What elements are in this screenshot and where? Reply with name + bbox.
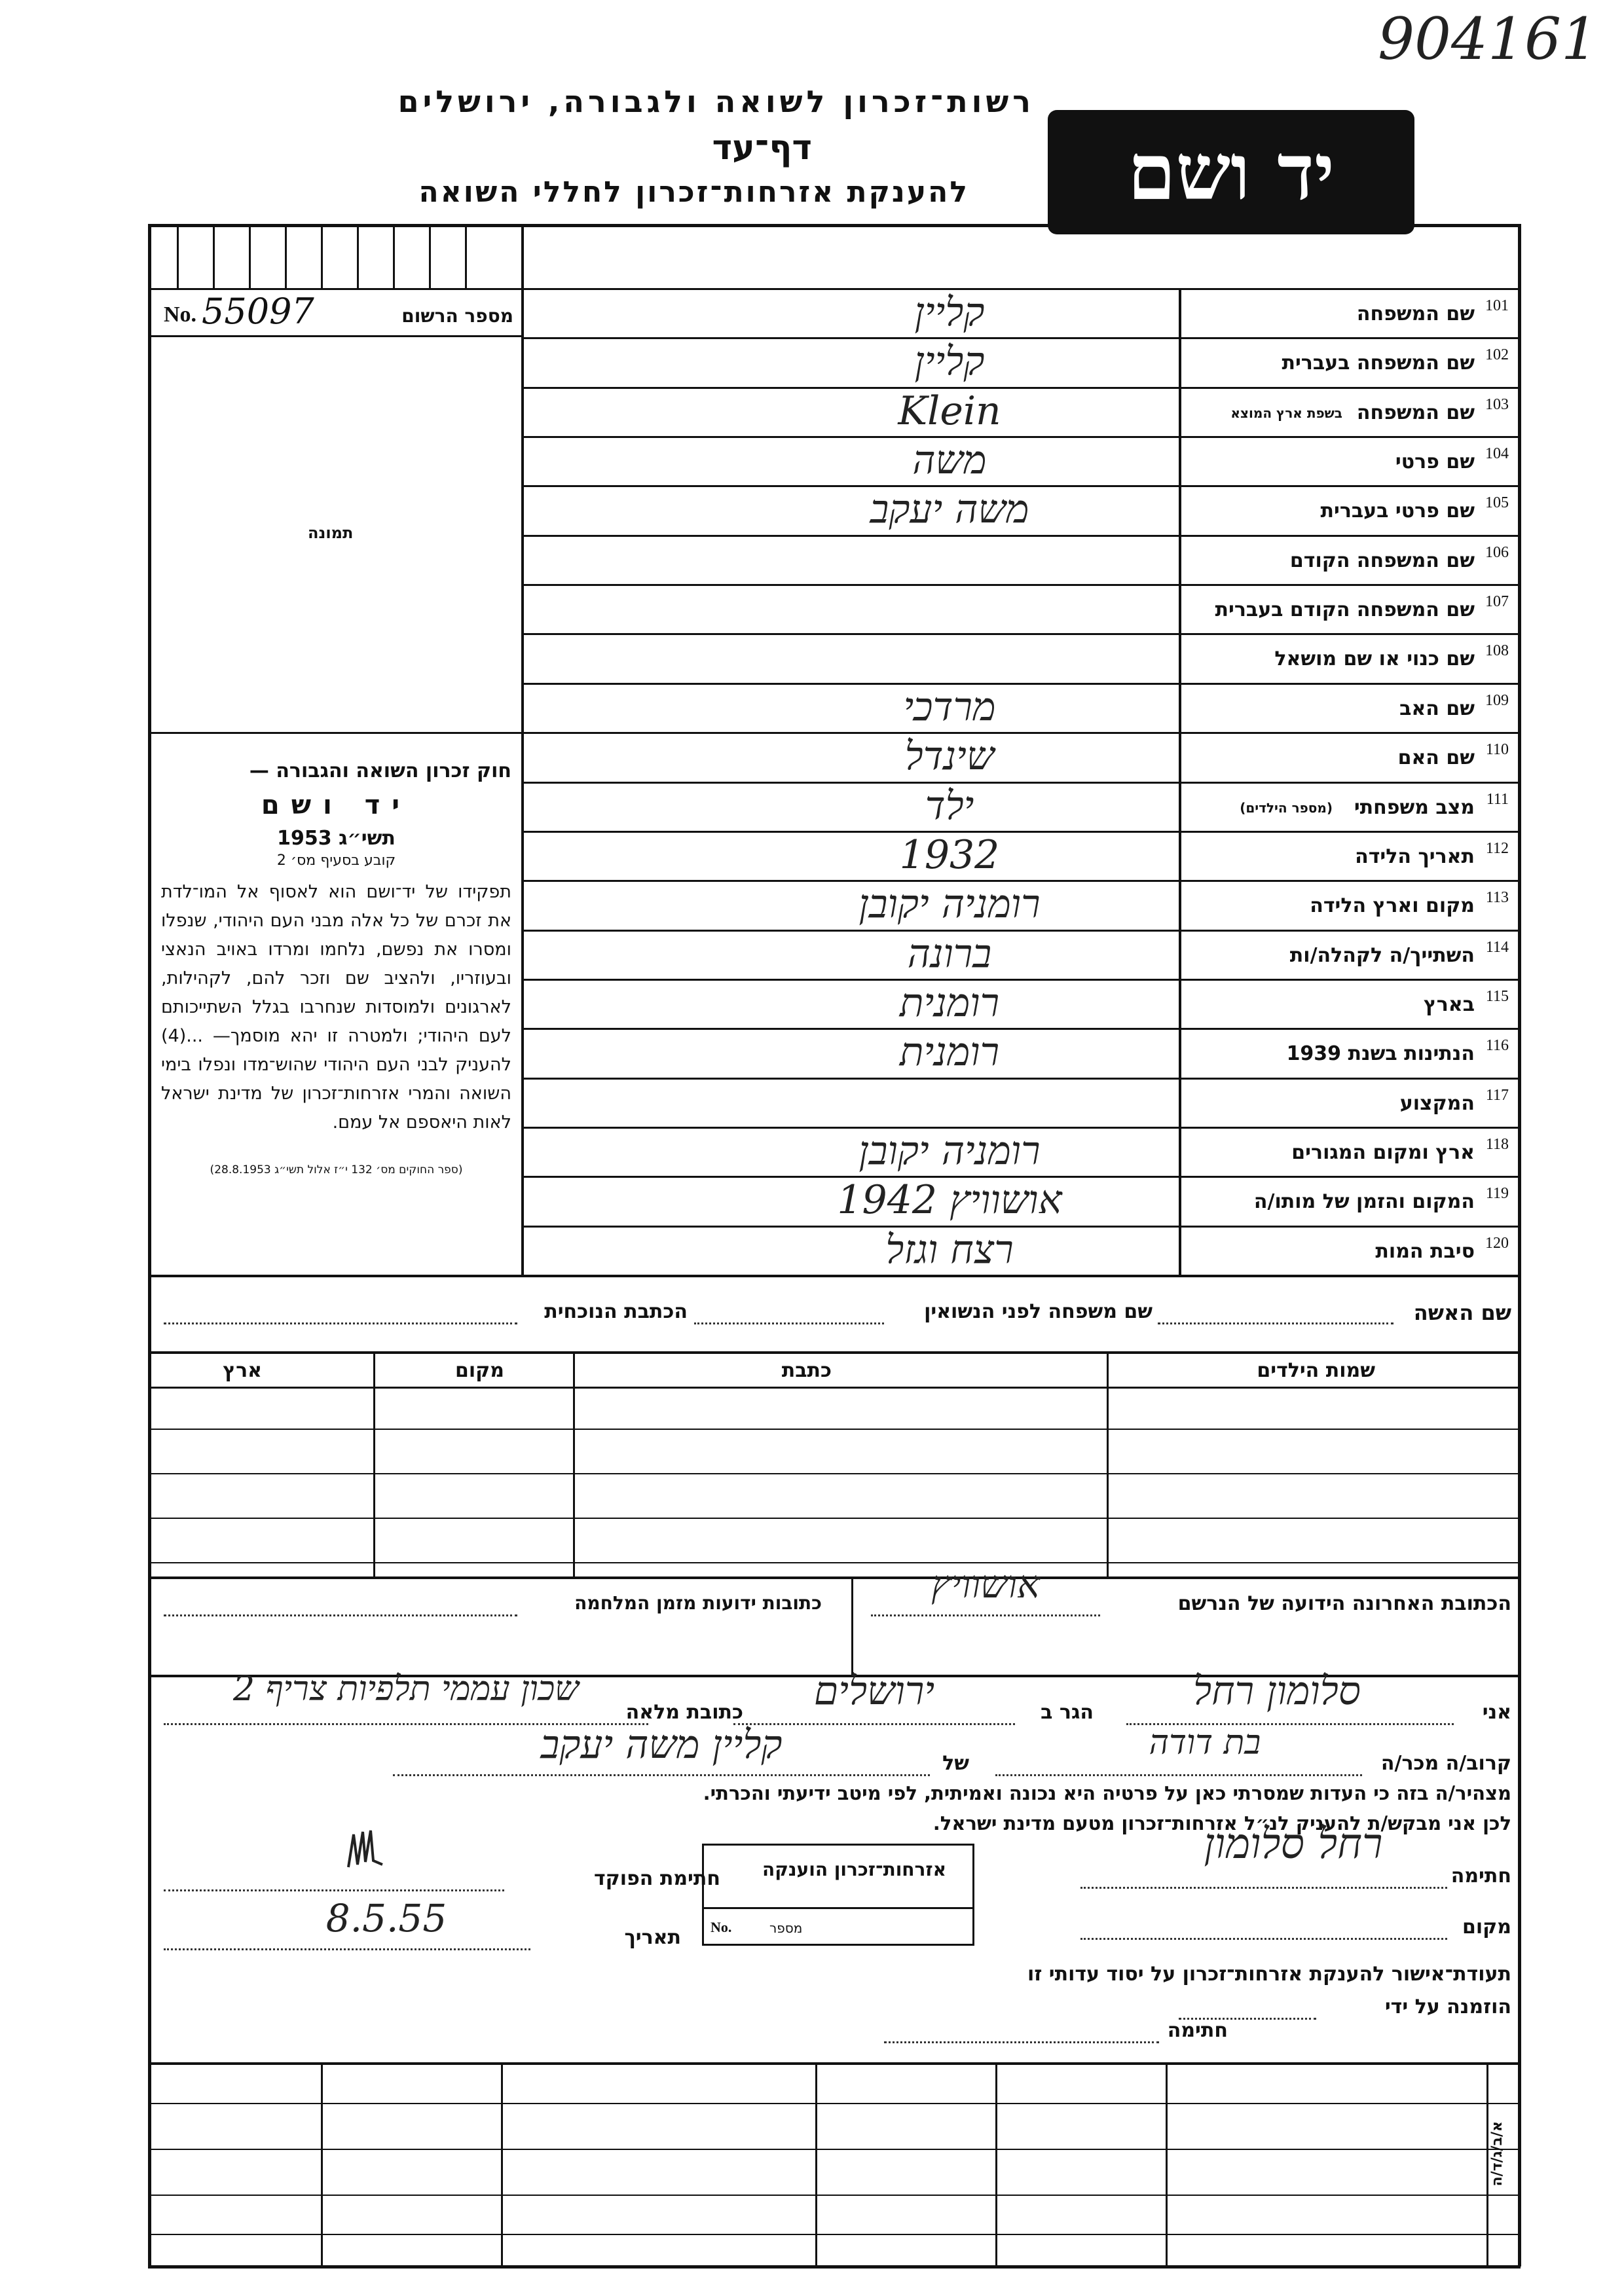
field-label: שם פרטי: [1395, 450, 1475, 474]
field-value: אושוויץ 1942: [837, 1177, 1062, 1224]
official-date: 8.5.55: [325, 1896, 447, 1941]
field-label: השתייך/ה לקהלה/ות: [1289, 943, 1475, 967]
field-row-109: [524, 683, 1519, 732]
field-number: 115: [1485, 987, 1509, 1005]
field-row-104: [524, 436, 1519, 485]
field-row-103: [524, 387, 1519, 436]
field-label: שם כנוי או שם מושאל: [1274, 647, 1475, 671]
field-number: 118: [1485, 1135, 1509, 1153]
field-value: ברונה: [907, 930, 992, 977]
field-label: מצב משפחתי: [1354, 795, 1475, 819]
field-label: שם המשפחה הקודם: [1289, 549, 1475, 572]
law-footnote: (ספר החוקים מס׳ 132 י״ז אלול תשי״ג 28.8.1953): [210, 1163, 463, 1176]
side-code: א/ב/ג/ד/ה: [1489, 2121, 1505, 2187]
field-row-120: [524, 1226, 1519, 1275]
field-number: 107: [1485, 593, 1509, 611]
field-value: משה יעקב: [870, 486, 1029, 533]
declaration-line2: לכן אני מבקש/ת להעניק לנ״ל אזרחות־זכרון מטעם מדינת ישראל.: [932, 1812, 1511, 1834]
field-value: משה: [912, 437, 987, 484]
law-year: תשי״ג 1953: [277, 827, 396, 850]
field-value: מרדכי: [903, 683, 996, 730]
field-label: ארץ ומקום המגורים: [1291, 1140, 1475, 1164]
granted-box-number-label: מספר: [769, 1920, 803, 1936]
field-number: 113: [1485, 889, 1509, 907]
official-signature-label: חתימת הפוקד: [594, 1867, 720, 1890]
field-row-111: [524, 782, 1519, 831]
declarant-i-label: אני: [1482, 1701, 1511, 1724]
declarant-signature: רחל סלומון: [1204, 1820, 1383, 1868]
field-value: רומניה יקובן: [858, 1127, 1041, 1174]
field-row-117: [524, 1078, 1519, 1127]
field-label: שם המשפחה בעברית: [1282, 352, 1475, 375]
archive-number: 904161: [1378, 5, 1598, 73]
official-signature: [346, 1828, 385, 1871]
declarant-address: שכון עממי תלפיות צריף 2: [232, 1669, 579, 1709]
field-value: Klein: [898, 388, 1001, 434]
field-label: המקום והזמן של מותו/ה: [1253, 1190, 1475, 1214]
law-section: [161, 759, 511, 1176]
field-number: 120: [1485, 1234, 1509, 1252]
field-number: 105: [1485, 494, 1509, 512]
field-value: שינדל: [904, 733, 995, 780]
law-name: יד ושם: [261, 790, 412, 820]
field-label: שם המשפחה: [1356, 401, 1475, 424]
wife-label: שם האשה: [1413, 1300, 1511, 1325]
children-header-address: כתבת: [781, 1359, 832, 1382]
field-value: 1932: [899, 831, 1000, 878]
field-value: קליין: [914, 289, 985, 335]
certificate-sig-label: חתימה: [1167, 2019, 1228, 2042]
field-number: 117: [1485, 1086, 1509, 1104]
full-address-label: כתובת מלאה: [625, 1701, 743, 1724]
field-label: שם האב: [1399, 697, 1475, 720]
field-label-note: בשפת ארץ המוצא: [1230, 405, 1342, 421]
declaration-line1: מצהיר/ה בזה כי העדות שמסרתי כאן על פרטיה היא נכונה ואמיתית, לפי מיטב ידיעתי והכרתי.: [703, 1782, 1511, 1804]
field-value: רומנית: [899, 1029, 1000, 1076]
law-title: חוק זכרון השואה והגבורה —: [249, 759, 511, 782]
children-header-country: ארץ: [223, 1359, 262, 1382]
field-number: 106: [1485, 543, 1509, 561]
last-address-label: הכתובת האחרונה הידועה של הנרשם: [1177, 1592, 1511, 1615]
form-title: דף־עד: [712, 128, 812, 168]
field-number: 111: [1486, 790, 1509, 808]
field-number: 112: [1485, 839, 1509, 857]
wartime-address-label: כתובות ידועות מזמן המלחמה: [574, 1592, 822, 1614]
field-row-116: [524, 1028, 1519, 1077]
field-label: מקום וארץ הלידה: [1310, 894, 1475, 918]
resident-label: הגר ב: [1041, 1701, 1094, 1724]
place-label: מקום: [1462, 1916, 1511, 1939]
law-section-ref: קובע בסעיף מס׳ 2: [276, 852, 396, 869]
field-number: 104: [1485, 445, 1509, 463]
field-row-105: [524, 485, 1519, 534]
photo-label: תמונה: [308, 524, 354, 542]
field-number: 110: [1485, 741, 1509, 759]
law-text: תפקידו של יד־ושם הוא לאסוף אל המו־לדת את זכרם של כל אלה מבני העם היהודי, שנפלו ומסרו את נפשם, נלחמו ומרדו באויב הנאצי ובעוזריו, ולהציב שם וזכר להם, לקהילות, לארגונים ולמוסדות שנחרבו בגלל השתייכותם לעם היהודי; ולמטרה זו יהא מוסמך— ...(4) להעניק לבני העם היהודי שהוש־מדו ונפלו בימי השואה והמרי אזרחות־זכרון של מדינת ישראל לאות היאספם אל עמם.: [161, 882, 511, 1133]
declarant-name: סלומון רחל: [1193, 1668, 1361, 1714]
field-row-101: [524, 288, 1519, 337]
declarant-relation: בת דודה: [1149, 1723, 1261, 1762]
field-label: בארץ: [1423, 993, 1475, 1016]
field-number: 102: [1485, 346, 1509, 364]
field-row-118: [524, 1127, 1519, 1176]
field-label: הנתינות בשנת 1939: [1286, 1042, 1475, 1066]
granted-box-no: No.: [710, 1919, 732, 1935]
field-value: רצח וגזל: [885, 1226, 1014, 1273]
relation-label: קרוב/ה מכר/ה: [1380, 1752, 1511, 1775]
field-value: ילד: [925, 782, 974, 829]
field-row-113: [524, 880, 1519, 929]
field-label: המקצוע: [1399, 1091, 1475, 1115]
field-label: שם המשפחה הקודם בעברית: [1215, 598, 1475, 622]
of-label: של: [942, 1752, 969, 1775]
signature-label: חתימה: [1450, 1865, 1511, 1887]
maiden-name-label: שם משפחה לפני הנשואין: [924, 1300, 1153, 1323]
field-label: שם המשפחה: [1356, 302, 1475, 325]
field-row-115: [524, 979, 1519, 1028]
registration-number-field: [164, 293, 517, 335]
certificate-line2: הוזמנה על ידי: [1384, 1995, 1511, 2018]
field-row-106: [524, 535, 1519, 584]
certificate-line1: תעודת־אישור להענקת אזרחות־זכרון על יסוד עדותי זו: [1027, 1963, 1511, 1986]
field-number: 103: [1485, 395, 1509, 413]
last-address-value: אושוויץ: [931, 1562, 1040, 1607]
field-row-108: [524, 633, 1519, 682]
children-header-place: מקום: [455, 1359, 504, 1382]
field-row-119: [524, 1176, 1519, 1225]
header-line3: להענקת אזרחות־זכרון לחללי השואה: [418, 175, 969, 209]
field-number: 116: [1485, 1037, 1509, 1055]
field-number: 119: [1485, 1185, 1509, 1203]
field-row-114: [524, 930, 1519, 979]
field-number: 109: [1485, 691, 1509, 709]
registration-number: 55097: [202, 291, 314, 332]
field-label: שם האם: [1397, 746, 1475, 770]
field-value: קליין: [914, 338, 985, 385]
declarant-of-name: קליין משה יעקב: [540, 1722, 783, 1768]
field-label: תאריך הלידה: [1355, 845, 1475, 868]
field-label: סיבת המות: [1375, 1239, 1475, 1263]
header-line1: רשות־זכרון לשואה ולגבורה, ירושלים: [397, 84, 1035, 119]
field-row-107: [524, 584, 1519, 633]
field-row-112: [524, 831, 1519, 880]
field-number: 114: [1485, 938, 1509, 956]
granted-box: [702, 1844, 974, 1946]
yad-vashem-logo: יד ושם: [1048, 110, 1414, 234]
registration-label: מספר הרשום: [401, 305, 513, 327]
field-number: 108: [1485, 642, 1509, 660]
children-header-names: שמות הילדים: [1257, 1359, 1375, 1382]
field-row-110: [524, 732, 1519, 781]
field-row-102: [524, 337, 1519, 386]
official-date-label: תאריך: [624, 1926, 681, 1949]
field-number: 101: [1485, 297, 1509, 314]
current-address-label: הכתבת הנוכחית: [544, 1300, 688, 1323]
granted-box-title: אזרחות־זכרון הוענקה: [762, 1859, 946, 1880]
registration-prefix: No.: [164, 302, 197, 327]
field-label: שם פרטי בעברית: [1320, 500, 1475, 523]
field-label-note: (מספר הילדים): [1240, 799, 1333, 816]
declarant-city: ירושלים: [813, 1668, 935, 1714]
field-value: רומנית: [899, 979, 1000, 1026]
field-value: רומניה יקובן: [858, 881, 1041, 928]
